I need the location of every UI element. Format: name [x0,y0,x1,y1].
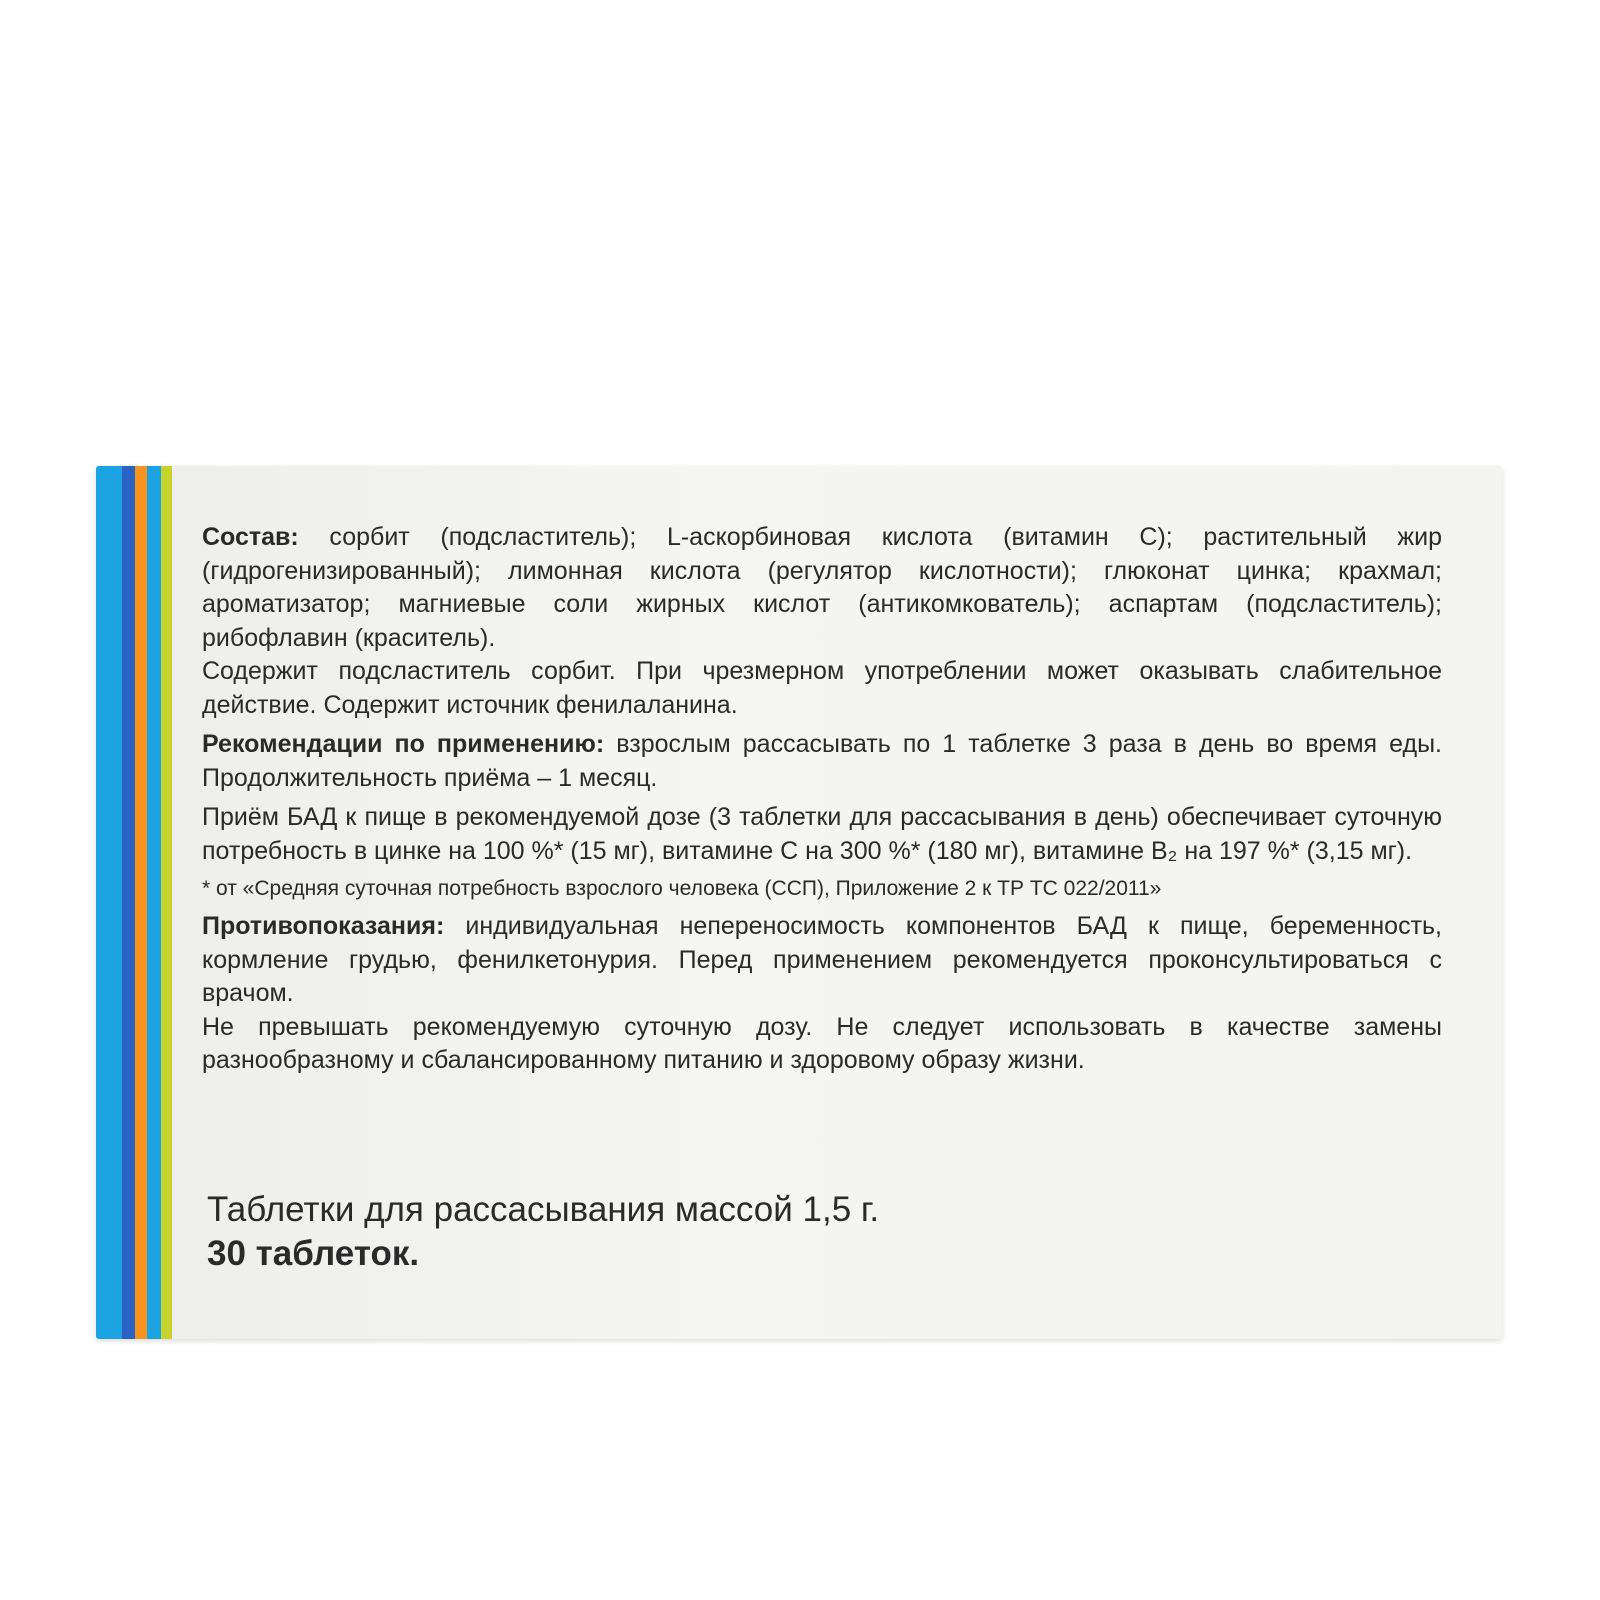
side-color-stripes [96,466,172,1339]
daily-intake-paragraph: Приём БАД к пище в рекомендуемой дозе (3 таблетки для рассасывания в день) обеспечивает суточную потребность в цинке на 100 %* (15 мг), витамине С на 300 %* (180 мг), витамине B₂ на 197 %* (3,15 мг). [202,803,1442,865]
contraindications-label: Противопоказания: [202,912,445,940]
product-form: Таблетки для рассасывания массой 1,5 г. [207,1190,880,1229]
tablet-count: 30 таблеток. [207,1234,420,1273]
supplement-box [96,466,1502,1339]
contraindications-text: индивидуальная непереносимость компонентов БАД к пище, беременность, кормление грудью, фенилкетонурия. Перед применением рекомендуется проконсультироваться с врачом. [202,912,1442,1007]
recommendations-label: Рекомендации по применению: [202,730,605,758]
composition-text: сорбит (подсластитель); L-аскорбиновая кислота (витамин С); растительный жир (гидрогенизированный); лимонная кислота (регулятор кислотности); глюконат цинка; крахмал; ароматизатор; магниевые соли жирных кислот (антикомкователь); аспартам (подсластитель); рибофлавин (краситель). [202,523,1442,652]
label-text-block [202,521,1442,1078]
stripe-cyan [147,466,161,1339]
footnote: * от «Средняя суточная потребность взрослого человека (ССП), Приложение 2 к ТР ТС 022/2011» [202,877,1162,900]
stripe-light-blue [96,466,122,1339]
composition-label: Состав: [202,523,299,551]
contraindications-paragraph [202,910,1442,1011]
stripe-lime [161,466,172,1339]
dose-warning: Не превышать рекомендуемую суточную дозу. Не следует использовать в качестве замены разнообразному и сбалансированному питанию и здоровому образу жизни. [202,1012,1442,1074]
recommendations-text: взрослым рассасывать по 1 таблетке 3 раза в день во время еды. Продолжительность приёма – 1 месяц. [202,730,1442,792]
stripe-dark-blue [122,466,135,1339]
stripe-orange [135,466,147,1339]
composition-paragraph [202,521,1442,655]
recommendations-paragraph [202,728,1442,795]
sweetener-warning: Содержит подсластитель сорбит. При чрезмерном употреблении может оказывать слабительное действие. Содержит источник фенилаланина. [202,657,1442,719]
product-info [207,1188,879,1276]
